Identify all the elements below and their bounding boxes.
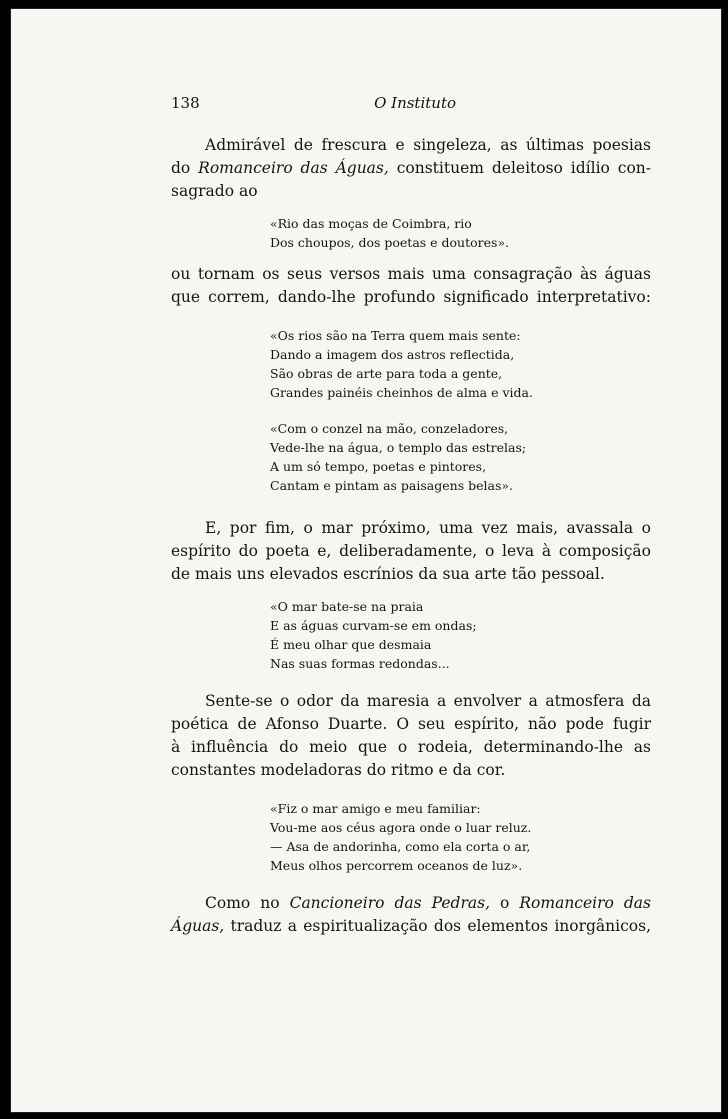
verse-line: «Os rios são na Terra quem mais sente:: [270, 328, 521, 343]
book-title: Romanceiro das: [519, 894, 651, 912]
book-title: Romanceiro das Águas,: [198, 159, 389, 177]
book-page: [10, 8, 722, 1113]
text-span: o: [490, 894, 520, 912]
text-line: espírito do poeta e, deliberadamente, o leva à composição: [171, 542, 651, 560]
verse-line: Vou-me aos céus agora onde o luar reluz.: [270, 820, 532, 835]
verse-line: «O mar bate-se na praia: [270, 599, 424, 614]
paragraph-2: [171, 263, 651, 309]
paragraph-3: [171, 517, 651, 586]
text-span: constituem deleitoso idílio con-: [388, 159, 652, 177]
text-span: Como no: [205, 894, 290, 912]
verse-line: «Fiz o mar amigo e meu familiar:: [270, 801, 481, 816]
book-title: Águas,: [171, 917, 225, 935]
text-line: à influência do meio que o rodeia, determinando-lhe as: [171, 738, 651, 756]
verse-line: — Asa de andorinha, como ela corta o ar,: [270, 839, 531, 854]
text-line: Admirável de frescura e singeleza, as últimas poesias: [205, 136, 651, 154]
verse-3: [171, 419, 651, 495]
verse-line: Cantam e pintam as paisagens belas».: [270, 478, 513, 493]
text-line: sagrado ao: [171, 182, 258, 200]
verse-5: [171, 799, 651, 875]
verse-line: É meu olhar que desmaia: [270, 637, 432, 652]
text-line: E, por fim, o mar próximo, uma vez mais, avassala o: [205, 519, 651, 537]
page-header: [171, 94, 651, 116]
text-line: poética de Afonso Duarte. O seu espírito, não pode fugir: [171, 715, 651, 733]
verse-2: [171, 326, 651, 402]
text-span: do: [171, 159, 199, 177]
book-title: Cancioneiro das Pedras,: [289, 894, 490, 912]
text-line: de mais uns elevados escrínios da sua arte tão pessoal.: [171, 565, 605, 583]
text-line: [171, 915, 651, 938]
paragraph-4: [171, 690, 651, 782]
paragraph-1: [171, 134, 651, 203]
page-content: [171, 94, 651, 938]
verse-line: «Com o conzel na mão, conzeladores,: [270, 421, 509, 436]
text-line: [171, 892, 651, 915]
verse-line: São obras de arte para toda a gente,: [270, 366, 503, 381]
verse-line: E as águas curvam-se em ondas;: [270, 618, 477, 633]
verse-line: Nas suas formas redondas...: [270, 656, 450, 671]
verse-line: A um só tempo, poetas e pintores,: [270, 459, 487, 474]
text-line: que correm, dando-lhe profundo significado interpretativo:: [171, 288, 651, 306]
verse-line: Dos choupos, dos poetas e doutores».: [270, 235, 510, 250]
text-line: [171, 157, 651, 180]
verse-line: Dando a imagem dos astros reflectida,: [270, 347, 515, 362]
verse-line: Meus olhos percorrem oceanos de luz».: [270, 858, 523, 873]
paragraph-5: [171, 892, 651, 938]
text-line: constantes modeladoras do ritmo e da cor.: [171, 761, 506, 779]
verse-1: [171, 214, 651, 252]
text-span: traduz a espiritualização dos elementos inorgânicos,: [224, 917, 651, 935]
running-title: O Instituto: [374, 94, 456, 112]
verse-line: Grandes painéis cheinhos de alma e vida.: [270, 385, 533, 400]
verse-line: «Rio das moças de Coimbra, rio: [270, 216, 472, 231]
verse-line: Vede-lhe na água, o templo das estrelas;: [270, 440, 527, 455]
page-number: 138: [171, 94, 200, 112]
text-line: Sente-se o odor da maresia a envolver a atmosfera da: [205, 692, 651, 710]
verse-4: [171, 597, 651, 673]
text-line: ou tornam os seus versos mais uma consagração às águas: [171, 265, 651, 283]
